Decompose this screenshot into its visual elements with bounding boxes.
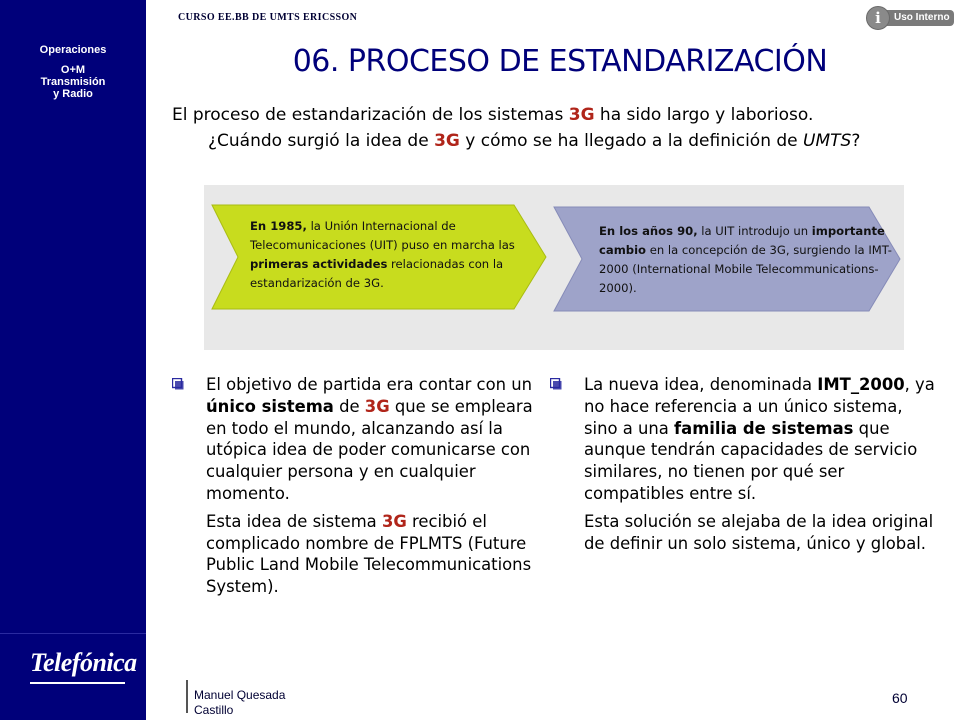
telefonica-logo: Telefónica <box>30 648 137 677</box>
keyword-unico-sistema: único sistema <box>206 396 334 416</box>
logo-underline <box>30 682 125 684</box>
author-line-1: Manuel Quesada <box>194 688 286 702</box>
intro-text: ha sido largo y laborioso. <box>594 105 814 125</box>
section-title <box>0 44 146 100</box>
text: , ya no hace referencia a un único sistema, sino a una <box>584 375 935 438</box>
text: de <box>333 396 365 416</box>
arrow-90s-year: En los años 90, <box>599 224 698 238</box>
intro-question <box>172 128 934 154</box>
arrow-90s-highlight: importante cambio <box>599 224 885 257</box>
right-column <box>550 374 935 554</box>
section-line-4: y Radio <box>53 88 93 100</box>
keyword-umts: UMTS <box>803 131 852 151</box>
author <box>194 688 285 718</box>
logo-area <box>0 633 146 694</box>
intro-paragraph <box>172 102 934 154</box>
author-line-2: Castillo <box>194 703 234 717</box>
text: recibió el complicado nombre de FPLMTS (Future Public Land Mobile Telecommunications System). <box>206 511 532 597</box>
text: Esta idea de sistema <box>206 511 382 531</box>
badge-label: Uso Interno <box>884 10 954 26</box>
intro-text: ¿Cuándo surgió la idea de <box>208 131 435 151</box>
section-line-3: Transmisión <box>40 76 106 88</box>
arrow-90s-body: en la concepción de 3G, surgiendo la IMT-2000 (International Mobile Telecommunications-2000). <box>599 243 892 295</box>
left-column <box>172 374 537 598</box>
keyword-imt2000: IMT_2000 <box>817 375 905 394</box>
page-number: 60 <box>892 690 908 706</box>
section-line-1: Operaciones <box>39 44 107 56</box>
footer-divider <box>186 680 188 713</box>
objective-paragraph <box>172 374 537 505</box>
keyword-3g: 3G <box>434 131 460 151</box>
arrow-1985-year: En 1985, <box>250 219 307 233</box>
square-bullet-icon <box>550 378 562 390</box>
arrow-1985-body: la Unión Internacional de Telecomunicaciones (UIT) puso en marcha las <box>250 219 515 252</box>
intro-text: El proceso de estandarización de los sistemas <box>172 105 569 125</box>
arrow-90s-text <box>599 222 899 298</box>
intro-text: ? <box>851 131 861 151</box>
arrow-1985-body: relacionadas con la estandarización de 3G. <box>250 257 504 290</box>
section-line-2: O+M <box>60 64 86 76</box>
fplmts-paragraph <box>172 511 537 598</box>
imt2000-paragraph <box>550 374 935 505</box>
classification-badge <box>866 6 954 30</box>
text: La nueva idea, denominada <box>584 375 818 394</box>
sidebar <box>0 0 146 720</box>
timeline-figure <box>204 185 904 350</box>
info-icon: i <box>866 6 890 30</box>
arrow-1985-text <box>250 217 540 293</box>
solution-paragraph: Esta solución se alejaba de la idea original de definir un solo sistema, único y global. <box>584 511 934 553</box>
intro-text: y cómo se ha llegado a la definición de <box>459 131 804 151</box>
arrow-1985-highlight: primeras actividades <box>250 257 388 271</box>
slide-title: 06. PROCESO DE ESTANDARIZACIÓN <box>292 44 828 79</box>
text: El objetivo de partida era contar con un <box>206 375 532 394</box>
text: que aunque tendrán capacidades de servicio similares, no tienen por qué ser compatibles entre sí. <box>584 418 918 503</box>
keyword-3g: 3G <box>381 511 407 531</box>
keyword-familia: familia de sistemas <box>674 418 854 438</box>
square-bullet-icon <box>172 378 184 390</box>
arrow-90s-body: la UIT introdujo un <box>697 224 812 238</box>
text: que se empleara en todo el mundo, alcanzando así la utópica idea de poder comunicarse con cualquier persona y en cualquier momento. <box>206 396 533 503</box>
keyword-3g: 3G <box>364 396 390 416</box>
course-header: CURSO EE.BB DE UMTS ERICSSON <box>178 12 358 23</box>
keyword-3g: 3G <box>568 105 595 125</box>
